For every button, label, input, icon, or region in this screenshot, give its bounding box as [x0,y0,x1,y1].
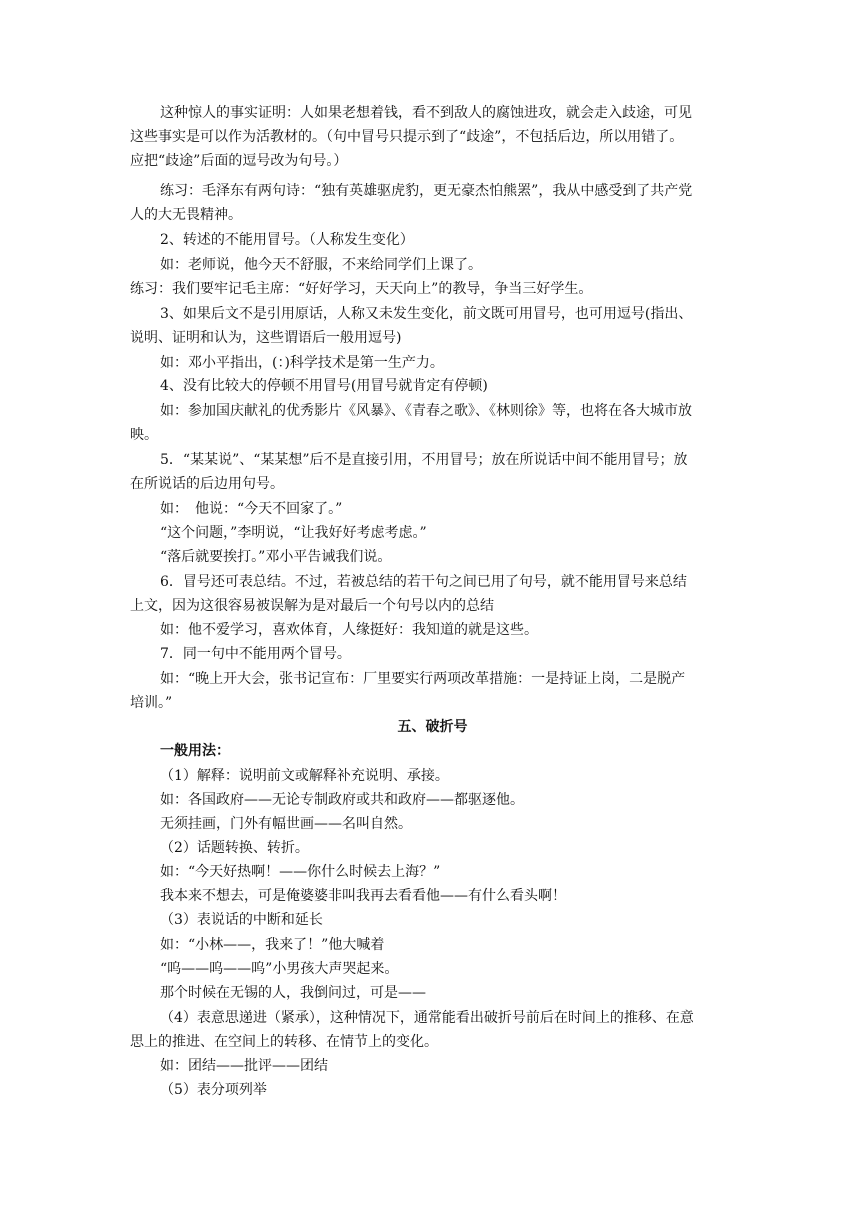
text-line: 这些事实是可以作为活教材的。（句中冒号只提示到了“歧途”，不包括后边，所以用错了。 [130,129,684,145]
subheading: 一般用法： [160,743,230,759]
text-line: 在所说话的后边用句号。 [130,476,284,492]
text-line: 4、没有比较大的停顿不用冒号(用冒号就肯定有停顿) [160,378,488,394]
text-line: 7．同一句中不能用两个冒号。 [160,646,351,662]
text-line: （3）表说话的中断和延长 [160,912,323,928]
text-line: “呜——呜——呜”小男孩大声哭起来。 [160,961,399,977]
section-heading: 五、破折号 [397,719,468,735]
text-line: 培训。” [130,695,173,711]
text-line: 如： 他说：“今天不回家了。” [160,501,343,517]
text-line: （5）表分项列举 [160,1082,267,1098]
text-line: 2、转述的不能用冒号。（人称发生变化） [160,232,414,248]
text-line: 如：团结——批评——团结 [160,1058,328,1074]
text-line: 练习：毛泽东有两句诗：“独有英雄驱虎豹，更无豪杰怕熊罴”，我从中感受到了共产党 [160,183,693,199]
text-line: 说明、证明和认为，这些谓语后一般用逗号) [130,330,402,346]
text-line: 人的大无畏精神。 [130,207,242,223]
text-line: 3、如果后文不是引用原话，人称又未发生变化，前文既可用冒号，也可用逗号(指出、 [160,306,693,322]
text-line: 我本来不想去，可是俺婆婆非叫我再去看看他——有什么看头啊！ [160,888,566,904]
text-line: 如：邓小平指出，(：)科学技术是第一生产力。 [160,355,444,371]
text-line: 6．冒号还可表总结。不过，若被总结的若干句之间已用了句号，就不能用冒号来总结 [160,574,687,590]
text-line: 如：各国政府——无论专制政府或共和政府——都驱逐他。 [160,792,524,808]
text-line: 5．“某某说”、“某某想”后不是直接引用，不用冒号；放在所说话中间不能用冒号；放 [160,452,688,468]
text-line: 这种惊人的事实证明：人如果老想着钱，看不到敌人的腐蚀进攻，就会走入歧途，可见 [160,105,692,121]
text-line: 如：“今天好热啊！——你什么时候去上海？” [160,864,441,880]
text-line: 如：“晚上开大会，张书记宣布：厂里要实行两项改革措施：一是持证上岗，二是脱产 [160,671,686,687]
text-line: 无须挂画，门外有幅世画——名叫自然。 [160,816,412,832]
text-line: 映。 [130,427,158,443]
text-line: 应把“歧途”后面的逗号改为句号。） [130,153,348,169]
text-line: “这个问题，”李明说，“让我好好考虑考虑。” [160,525,427,541]
text-line: （2）话题转换、转折。 [160,840,309,856]
text-line: “落后就要挨打。”邓小平告诫我们说。 [160,549,392,565]
text-line: 如：他不爱学习，喜欢体育，人缘挺好：我知道的就是这些。 [160,622,538,638]
text-line: 练习：我们要牢记毛主席：“好好学习，天天向上”的教导，争当三好学生。 [130,281,593,297]
text-line: 思上的推进、在空间上的转移、在情节上的变化。 [130,1034,438,1050]
text-line: 如：参加国庆献礼的优秀影片《风暴》、《青春之歌》、《林则徐》等，也将在各大城市放 [160,403,692,419]
text-line: （4）表意思递进（紧承），这种情况下，通常能看出破折号前后在时间上的推移、在意 [160,1010,694,1026]
text-line: 如：老师说，他今天不舒服，不来给同学们上课了。 [160,257,482,273]
text-line: 上文，因为这很容易被误解为是对最后一个句号以内的总结 [130,598,494,614]
text-line: 那个时候在无锡的人，我倒问过，可是—— [160,985,426,1001]
text-line: 如：“小林——，我来了！”他大喊着 [160,937,385,953]
text-line: （1）解释：说明前文或解释补充说明、承接。 [160,768,449,784]
